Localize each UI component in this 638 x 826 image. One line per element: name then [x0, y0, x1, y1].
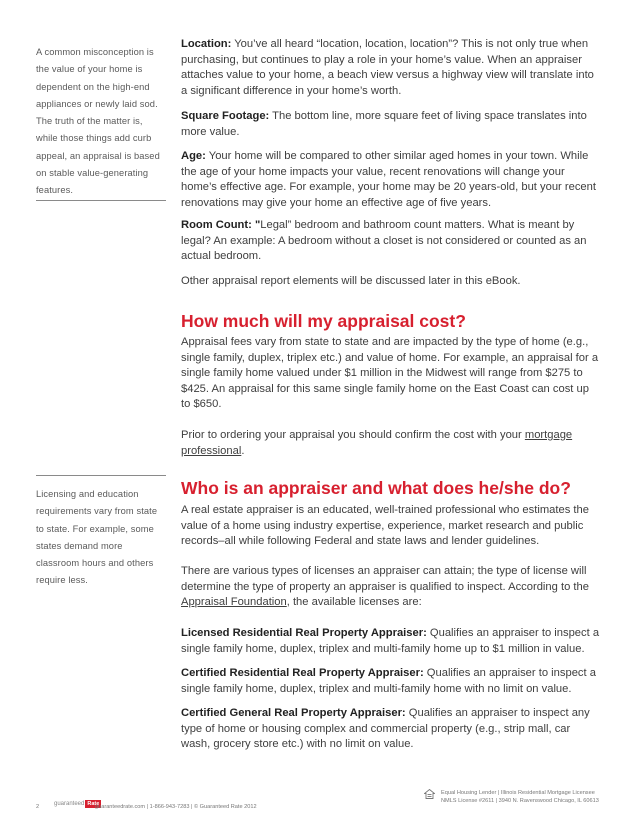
license-text: Qualifies an appraiser to inspect a single family home, duplex, triplex and multi-family home with no limit on value. [181, 667, 596, 695]
sidebar-note-licensing: Licensing and education requirements vary from state to state. For example, some states demand more classroom hours and others require less. [36, 489, 158, 586]
factor-term: Square Footage: [181, 110, 270, 122]
license-term: Certified Residential Real Property Appraiser: [181, 667, 424, 679]
license-text: Qualifies an appraiser to inspect a single family home, duplex, triplex and multi-family home up to $1 million in value. [181, 627, 600, 655]
factor-square-footage [181, 109, 601, 140]
factor-term: Room Count: " [181, 219, 261, 231]
appraiser-definition-para [181, 503, 601, 550]
appraisal-cost-para [181, 335, 601, 413]
factor-age [181, 149, 601, 211]
factor-text: The bottom line, more square feet of living space translates into more value. [181, 110, 587, 138]
factor-term: Location: [181, 38, 232, 50]
page-number: 2 [36, 804, 40, 810]
logo-word: guaranteed [54, 801, 85, 807]
heading-who-is-appraiser: Who is an appraiser and what does he/she do? [181, 478, 571, 498]
sidebar-divider [36, 475, 166, 476]
factor-text: You’ve all heard “location, location, location”? This is not only true when purchasing, but continues to play a role in your home’s value. When an appraiser attaches value to your home, a beach view versus a highway view will translate into a significant difference in your home’s worth. [181, 38, 594, 97]
factor-room-count [181, 218, 601, 265]
license-text: Qualifies an appraiser to inspect any type of home or housing complex and commercial property (e.g., strip mall, car wash, grocery store etc.) with no limit on value. [181, 707, 590, 750]
equal-housing-icon [424, 789, 435, 799]
sidebar-divider [36, 200, 166, 201]
mortgage-professional-link[interactable]: mortgage professional [181, 429, 573, 457]
license-term: Licensed Residential Real Property Appraiser: [181, 627, 427, 639]
factor-text: Your home will be compared to other similar aged homes in your town. While the age of your home impacts your value, recent renovations will change your home’s effective age. For example, your home may be 20 years-old, but your recent renovations may give your home an effective age of five years. [181, 150, 596, 209]
page-footer [36, 788, 606, 816]
appraisal-foundation-link[interactable]: Appraisal Foundation [181, 596, 287, 608]
factor-location [181, 37, 601, 99]
heading-appraisal-cost: How much will my appraisal cost? [181, 311, 466, 331]
appraiser-definition-text: A real estate appraiser is an educated, well-trained professional who estimates the value of a home using industry expertise, experience, market research and public records–all while following Federal and state laws and lender guidelines. [181, 504, 589, 547]
other-elements-text: Other appraisal report elements will be discussed later in this eBook. [181, 275, 521, 287]
confirm-cost-para [181, 428, 601, 459]
footer-site-info: guaranteedrate.com | 1-866-943-7283 | © Guaranteed Rate 2012 [95, 804, 257, 810]
confirm-cost-text: Prior to ordering your appraisal you should confirm the cost with your [181, 429, 525, 441]
license-item [181, 706, 601, 753]
license-item [181, 666, 601, 697]
logo-box: Rate [87, 801, 100, 807]
license-types-text: There are various types of licenses an appraiser can attain; the type of license will determine the type of property an appraiser is qualified to inspect. According to the [181, 565, 589, 593]
license-item [181, 626, 601, 657]
license-types-end: , the available licenses are: [286, 596, 422, 608]
factor-text: Legal” bedroom and bathroom count matters. What is meant by legal? An example: A bedroom without a closet is not considered or counted as an actual bedroom. [181, 219, 587, 262]
confirm-cost-end: . [241, 444, 245, 457]
legal-line: NMLS License #2611 | 3940 N. Ravenswood Chicago, IL 60613 [441, 798, 599, 804]
other-elements-note [181, 274, 601, 290]
appraisal-cost-text: Appraisal fees vary from state to state and are impacted by the type of home (e.g., single family, duplex, triplex etc.) and value of home. For example, an appraisal for a single family home valued under $1 million in the Midwest will range from $275 to $425. An appraisal for this same single family home on the East Coast can cost up to $650. [181, 336, 599, 410]
license-term: Certified General Real Property Appraiser: [181, 707, 406, 719]
license-types-para [181, 564, 601, 611]
legal-line: Equal Housing Lender | Illinois Residential Mortgage Licensee [441, 790, 595, 796]
sidebar-note-misconception: A common misconception is the value of your home is dependent on the high-end appliances or newly laid sod. The truth of the matter is, while those things add curb appeal, an appraisal is based on stable value-generating features. [36, 47, 160, 196]
factor-term: Age: [181, 150, 206, 162]
footer-legal [441, 789, 611, 805]
